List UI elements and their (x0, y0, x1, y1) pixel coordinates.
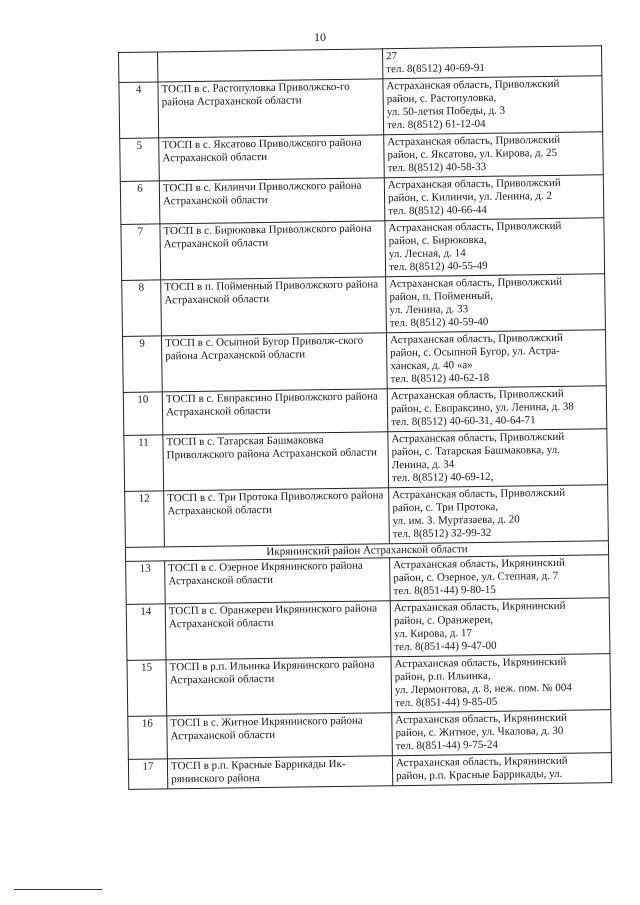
address-line: Астраханская область, Приволжский (389, 331, 563, 347)
address-line: Астраханская область, Икрянинский (395, 711, 568, 727)
row-number: 16 (128, 716, 168, 760)
row-number: 10 (123, 392, 163, 436)
row-number: 13 (126, 561, 166, 605)
office-name: ТОСП в п. Пойменный Приволжского района Астраханской области (161, 277, 387, 336)
table-row (125, 485, 609, 548)
office-name: ТОСП в р.п. Красные Баррикады Ик-рянинского района (167, 756, 392, 789)
address-line: район, с. Озерное, ул. Степная, д. 7 (393, 569, 559, 585)
address-line: район, с. Бирюковка, (388, 233, 487, 248)
office-address (384, 132, 604, 178)
address-line: Астраханская область, Приволжский (391, 430, 565, 446)
row-number: 15 (127, 660, 167, 717)
table-row (120, 132, 604, 182)
row-number: 8 (122, 280, 162, 337)
address-line: район, с. Евпраксино, ул. Ленина, д. 38 (390, 400, 574, 416)
address-line: Астраханская область, Приволжский (392, 486, 566, 502)
address-line: ул. Лесная, д. 14 (388, 247, 466, 261)
row-number: 14 (126, 604, 166, 661)
address-line: ул. 50-летия Победы, д. 3 (386, 104, 506, 119)
address-line: тел. 8(851-44) 9-47-00 (394, 639, 497, 654)
address-line: Астраханская область, Приволжский (387, 176, 561, 192)
address-line: ул. Кирова, д. 17 (394, 627, 472, 641)
office-address (389, 485, 609, 544)
address-line: тел. 8(8512) 40-66-44 (388, 203, 487, 218)
row-number (119, 52, 158, 83)
address-line: тел. 8(8512) 40-62-18 (390, 371, 490, 386)
office-address (385, 218, 605, 277)
row-number: 9 (122, 336, 162, 393)
row-number: 7 (121, 224, 161, 281)
table-row (126, 598, 610, 661)
table-row (128, 710, 612, 760)
row-number: 4 (119, 82, 159, 139)
row-number: 12 (125, 491, 165, 548)
office-address (390, 598, 610, 657)
table-row (122, 274, 606, 337)
office-address (384, 175, 604, 221)
office-name: ТОСП в с. Бирюковка Приволжского района Астраханской области (160, 221, 386, 280)
row-number: 6 (120, 181, 160, 225)
address-line: район, с. Яксатово, ул. Кирова, д. 25 (387, 146, 558, 162)
office-name: ТОСП в с. Килинчи Приволжского района Астраханской области (159, 178, 385, 224)
office-address (386, 330, 606, 389)
office-name: ТОСП в с. Яксатово Приволжского района Астраханской области (159, 135, 385, 181)
address-line: тел. 8(8512) 40-69-91 (386, 61, 485, 76)
address-line: Астраханская область, Приволжский (390, 387, 564, 403)
address-line: Астраханская область, Приволжский (387, 133, 561, 149)
table-row (120, 175, 604, 225)
address-line: тел. 8(8512) 40-58-33 (387, 160, 487, 175)
address-line: 27 (386, 50, 398, 63)
office-name: ТОСП в с. Осыпной Бугор Приволж-ского района Астраханской области (161, 333, 387, 392)
address-line: тел. 8(851-44) 9-80-15 (393, 583, 496, 598)
table-row (122, 330, 606, 393)
office-name: ТОСП в с. Татарская Башмаковка Приволжского района Астраханской области (163, 432, 389, 491)
row-number: 11 (124, 435, 164, 492)
office-name: ТОСП в р.п. Ильинка Икрянинского района Астраханской области (166, 657, 392, 716)
address-line: Астраханская область, Икрянинский (395, 754, 568, 770)
address-line: тел. 8(851-44) 9-75-24 (395, 738, 499, 753)
address-line: район, с. Растопуловка, (386, 91, 497, 106)
table-row (126, 555, 610, 605)
address-line: район, с. Оранжереи, (393, 613, 494, 628)
address-line: тел. 8(8512) 32-99-32 (392, 526, 492, 541)
section-title: Икрянинский район Астраханской области (125, 541, 608, 562)
office-name: ТОСП в с. Евпраксино Приволжского района Астраханской области (162, 389, 388, 435)
address-line: район, с. Осыпной Бугор, ул. Астра- (390, 344, 560, 360)
address-line: тел. 8(8512) 40-69-12, (391, 470, 494, 485)
address-line: Астраханская область, Приволжский (388, 219, 562, 235)
row-number: 5 (120, 138, 160, 182)
address-line: район, с. Житное, ул. Чкалова, д. 30 (395, 724, 564, 740)
office-address (392, 710, 612, 756)
address-line: район, р.п. Красные Баррикады, ул. (396, 767, 563, 783)
address-line: тел. 8(8512) 40-55-49 (388, 259, 488, 274)
office-address (382, 46, 601, 79)
office-name: ТОСП в с. Растопуловка Приволжско-го района Астраханской области (158, 79, 384, 138)
address-line: Астраханская область, Икрянинский (393, 556, 565, 572)
office-address (386, 274, 606, 333)
address-line: ханская, д. 40 «а» (390, 359, 473, 373)
table-row (128, 753, 611, 790)
office-address (383, 76, 603, 135)
office-address (388, 429, 608, 488)
address-line: Астраханская область, Приволжский (389, 275, 563, 291)
address-line: тел. 8(851-44) 9-85-05 (395, 695, 498, 710)
address-line: Ленина, д. 34 (391, 458, 455, 472)
table-row (124, 429, 608, 492)
address-line: тел. 8(8512) 40-59-40 (389, 315, 489, 330)
footnote-rule (14, 889, 102, 890)
table-row (123, 386, 607, 436)
office-name: ТОСП в с. Житное Икрянинского района Астраханской области (167, 713, 393, 759)
table-row (119, 76, 603, 139)
row-number: 17 (128, 759, 167, 790)
office-address (390, 555, 610, 601)
page-number: 10 (314, 30, 326, 44)
table-row (127, 654, 611, 717)
address-line: тел. 8(8512) 61-12-04 (386, 117, 486, 132)
address-line: район, с. Килинчи, ул. Ленина, д. 2 (387, 189, 552, 205)
address-line: Астраханская область, Икрянинский (394, 655, 567, 671)
office-address (392, 753, 611, 786)
tosp-table (118, 45, 612, 790)
address-line: район, р.п. Ильинка, (394, 669, 491, 684)
office-name: ТОСП в с. Оранжереи Икрянинского района Астраханской области (165, 601, 391, 660)
office-address (387, 386, 607, 432)
office-name (158, 49, 383, 82)
address-line: ул. Ленина, д. 33 (389, 303, 469, 317)
address-line: Астраханская область, Икрянинский (393, 599, 566, 615)
address-line: район, п. Пойменный, (389, 289, 494, 304)
address-line: Астраханская область, Приволжский (386, 77, 560, 93)
address-line: тел. 8(8512) 40-60-31, 40-64-71 (391, 414, 536, 429)
address-line: район, с. Три Протока, (392, 500, 499, 515)
address-line: ул. им. З. Муртазаева, д. 20 (392, 513, 520, 528)
table-row (121, 218, 605, 281)
office-name: ТОСП в с. Озерное Икрянинского района Астраханской области (165, 558, 391, 604)
office-address (391, 654, 611, 713)
office-name: ТОСП в с. Три Протока Приволжского района Астраханской области (164, 488, 390, 547)
address-line: район, с. Татарская Башмаковка, ул. (391, 443, 561, 459)
address-line: ул. Лермонтова, д. 8, неж. пом. № 004 (394, 681, 572, 697)
table-body (119, 46, 612, 790)
